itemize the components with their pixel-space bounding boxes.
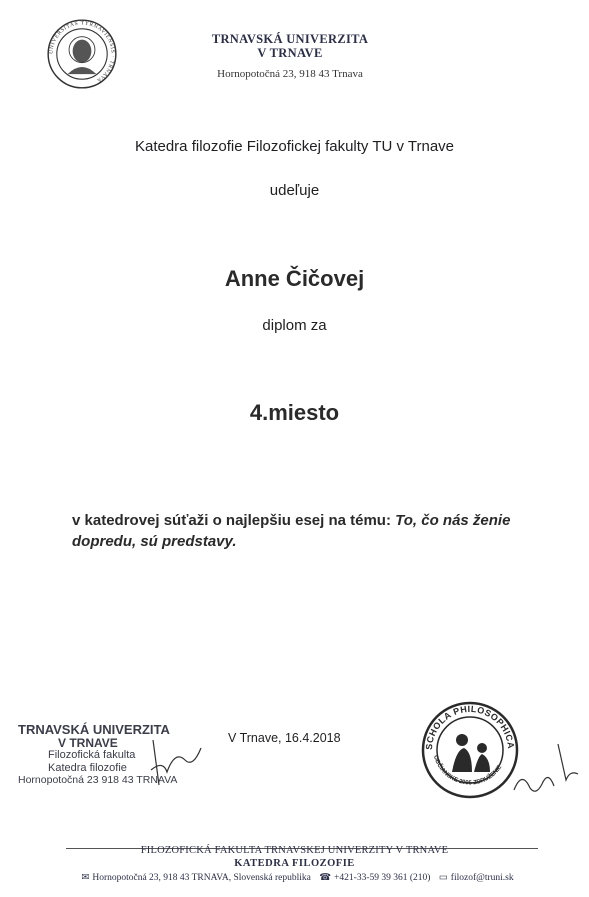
footer-phone: +421-33-59 39 361 (210) — [334, 873, 431, 883]
computer-icon: ▭ — [438, 873, 448, 883]
stamp-line: Hornopotočná 23 918 43 TRNAVA — [18, 774, 178, 786]
seal-top-text: SCHOLA PHILOSOPHICA — [423, 703, 517, 751]
envelope-icon: ✉ — [81, 873, 90, 883]
signature-right — [508, 740, 584, 800]
university-logo-icon — [46, 18, 118, 90]
footer-faculty: FILOZOFICKÁ FAKULTA TRNAVSKEJ UNIVERZITY V TRNAVE — [140, 845, 449, 856]
stamp-line: TRNAVSKÁ UNIVERZITA — [18, 722, 170, 737]
stamp-line: Katedra filozofie — [48, 761, 127, 774]
signature-left — [145, 730, 205, 790]
university-name: TRNAVSKÁ UNIVERZITA — [211, 32, 369, 46]
footer-department: KATEDRA FILOZOFIE — [234, 858, 355, 869]
topic-lead: v katedrovej súťaži o najlepšiu esej na tému: — [72, 512, 391, 529]
seal-bottom-text: OBČIANSKE 2005 ZDRUŽENIE — [431, 754, 504, 787]
recipient-name: Anne Čičovej — [224, 266, 365, 291]
phone-icon: ☎ — [319, 873, 332, 883]
footer-address: Hornopotočná 23, 918 43 TRNAVA, Slovenská republika — [92, 873, 311, 883]
university-header — [170, 32, 410, 60]
topic-paragraph — [72, 510, 542, 552]
awards-text: udeľuje — [269, 182, 320, 199]
stamp-line: V TRNAVE — [58, 735, 118, 750]
topic-title: To, čo nás ženie dopredu, sú predstavy. — [72, 512, 511, 550]
footer-email: filozof@truni.sk — [450, 873, 514, 883]
diploma-for-text: diplom za — [262, 317, 327, 334]
issue-date: V Trnave, 16.4.2018 — [228, 731, 341, 745]
stamp-line: Filozofická fakulta — [48, 749, 136, 761]
university-city: V TRNAVE — [257, 46, 323, 60]
place-title: 4.miesto — [249, 400, 340, 425]
seal-icon — [420, 700, 520, 800]
logo-ring-text: UNIVERSITAS TYRNAVIENSIS · TRNAVA — [48, 20, 116, 84]
university-address: Hornopotočná 23, 918 43 Trnava — [217, 68, 363, 80]
department-line: Katedra filozofie Filozofickej fakulty TU v Trnave — [134, 138, 455, 155]
footer-contacts — [0, 872, 589, 883]
